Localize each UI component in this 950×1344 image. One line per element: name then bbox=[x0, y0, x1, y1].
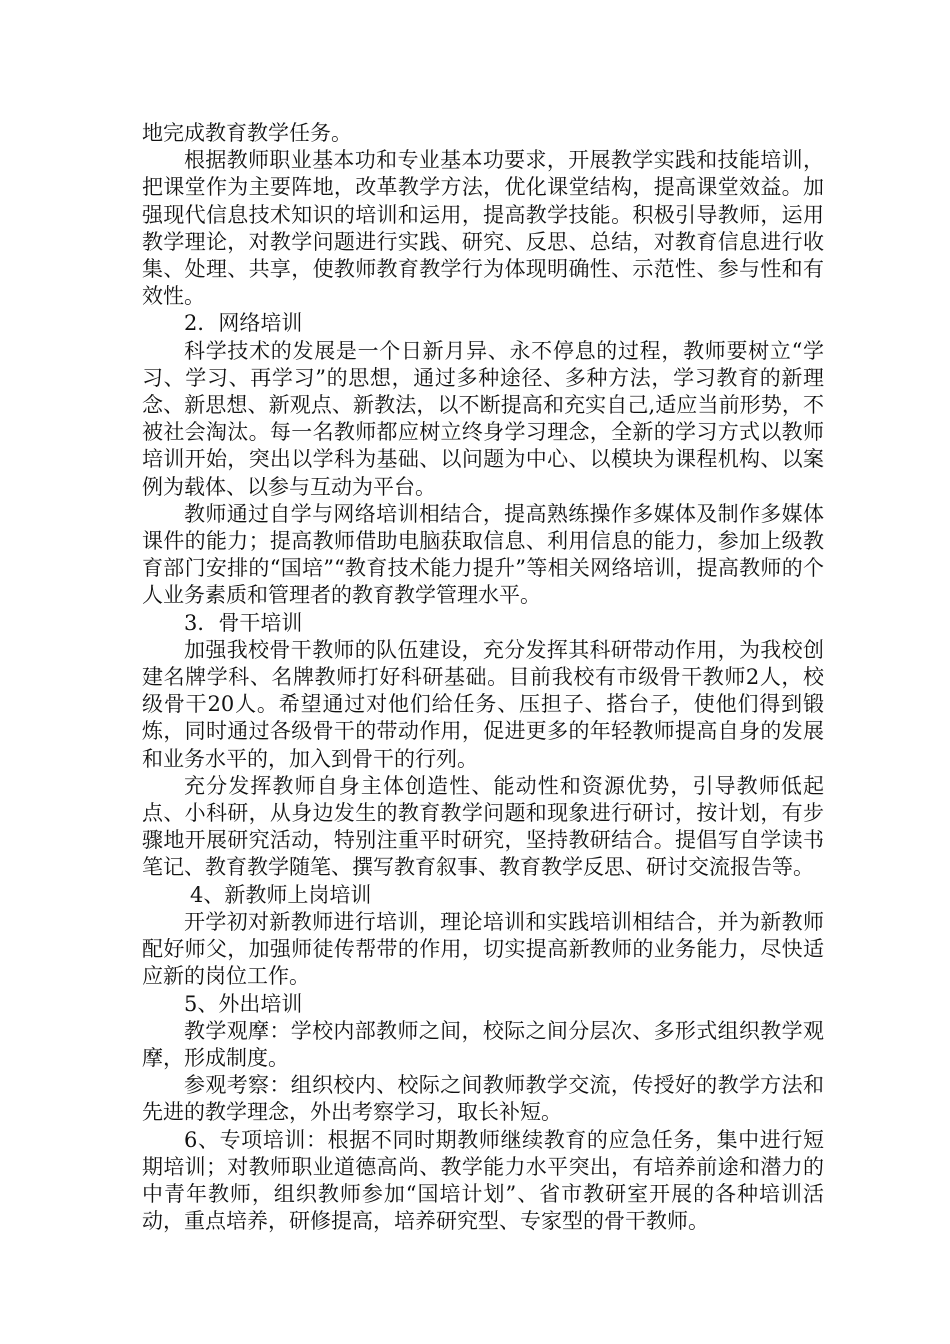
document-page bbox=[142, 120, 824, 1235]
paragraph-continuation: 地完成教育教学任务。 bbox=[142, 121, 352, 145]
paragraph-basic-skills: 根据教师职业基本功和专业基本功要求，开展教学实践和技能培训，把课堂作为主要阵地，改革教学方法，优化课堂结构，提高课堂效益。加强现代信息技术知识的培训和运用，提高教学技能。积极引导教师，运用教学理论，对教学问题进行实践、研究、反思、总结，对教育信息进行收集、处理、共享，使教师教育教学行为体现明确性、示范性、参与性和有效性。 bbox=[142, 148, 824, 309]
heading-backbone-training: 3．骨干培训 bbox=[184, 610, 303, 635]
paragraph-tech-development: 科学技术的发展是一个日新月异、永不停息的过程，教师要树立“学习、学习、再学习”的思想，通过多种途径、多种方法，学习教育的新理念、新思想、新观点、新教法，以不断提高和充实自己,适应当前形势，不被社会淘汰。每一名教师都应树立终身学习理念，全新的学习方式以教师培训开始，突出以学科为基础、以问题为中心、以模块为课程机构、以案例为载体、以参与互动为平台。 bbox=[142, 338, 824, 499]
heading-new-teacher-training: 4、新教师上岗培训 bbox=[190, 882, 372, 907]
paragraph-visit: 参观考察：组织校内、校际之间教师教学交流，传授好的教学方法和先进的教学理念，外出考察学习，取长补短。 bbox=[142, 1073, 824, 1125]
heading-network-training: 2．网络培训 bbox=[184, 311, 303, 336]
paragraph-backbone-team: 加强我校骨干教师的队伍建设，充分发挥其科研带动作用，为我校创建名牌学科、名牌教师打好科研基础。目前我校有市级骨干教师2人，校级骨干20人。希望通过对他们给任务、压担子、搭台子，使他们得到锻炼，同时通过各级骨干的带动作用，促进更多的年轻教师提高自身的发展和业务水平的，加入到骨干的行列。 bbox=[142, 637, 824, 771]
paragraph-special-training: 6、专项培训：根据不同时期教师继续教育的应急任务，集中进行短期培训；对教师职业道德高尚、教学能力水平突出，有培养前途和潜力的中青年教师，组织教师参加“国培计划”、省市教研室开展的各种培训活动，重点培养，研修提高，培养研究型、专家型的骨干教师。 bbox=[142, 1127, 824, 1234]
heading-external-training: 5、外出培训 bbox=[184, 991, 303, 1016]
paragraph-self-study: 教师通过自学与网络培训相结合，提高熟练操作多媒体及制作多媒体课件的能力；提高教师借助电脑获取信息、利用信息的能力，参加上级教育部门安排的“国培”“教育技术能力提升”等相关网络培训，提高教师的个人业务素质和管理者的教育教学管理水平。 bbox=[142, 501, 824, 608]
paragraph-creativity: 充分发挥教师自身主体创造性、能动性和资源优势，引导教师低起点、小科研，从身边发生的教育教学问题和现象进行研讨，按计划，有步骤地开展研究活动，特别注重平时研究，坚持教研结合。提倡写自学读书笔记、教育教学随笔、撰写教育叙事、教育教学反思、研讨交流报告等。 bbox=[142, 773, 824, 880]
paragraph-new-teacher: 开学初对新教师进行培训，理论培训和实践培训相结合，并为新教师配好师父，加强师徒传帮带的作用，切实提高新教师的业务能力，尽快适应新的岗位工作。 bbox=[142, 909, 824, 989]
paragraph-observation: 教学观摩：学校内部教师之间，校际之间分层次、多形式组织教学观摩，形成制度。 bbox=[142, 1018, 824, 1070]
